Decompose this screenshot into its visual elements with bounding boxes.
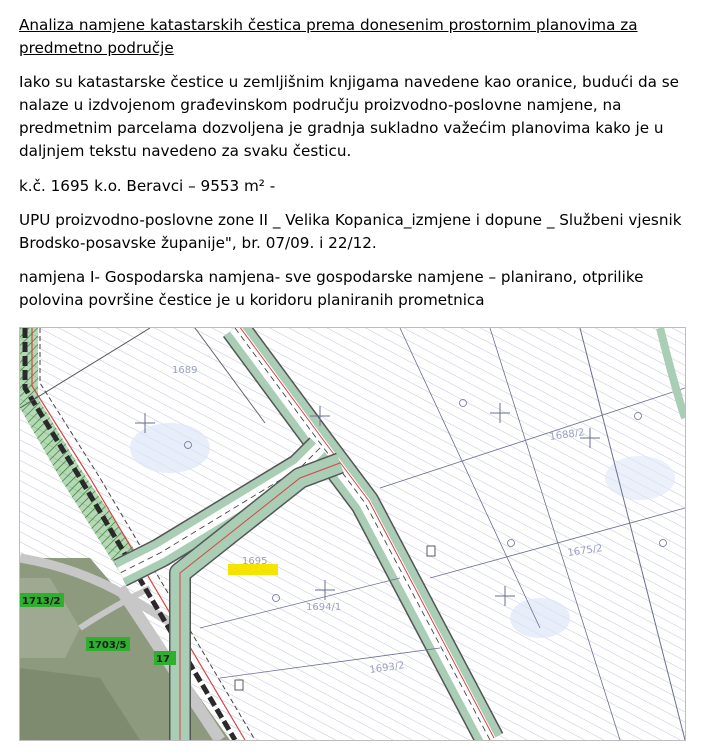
parcel-label: 1688/2 [548, 427, 586, 443]
parcel-label: 1695 [242, 556, 268, 567]
road-marker [235, 680, 243, 690]
parcel-label: 1689 [172, 365, 198, 376]
paragraph-plan-reference: UPU proizvodno-poslovne zone II _ Velika Kopanica_izmjene i dopune _ Službeni vjesnik Brodsko-posavske županije", br. 07/09. i 22/12. [19, 211, 682, 252]
paragraph-parcel-id: k.č. 1695 k.o. Beravci – 9553 m² - [19, 177, 276, 195]
paragraph-intro: Iako su katastarske čestice u zemljišnim knjigama navedene kao oranice, budući da se nalaze u izdvojenom građevinskom području proizvodno-poslovne namjene, na predmetnim parcelama dozvoljena je gradnja sukladno važećim planovima kako je u daljnjem tekstu navedeno za svaku česticu. [19, 73, 680, 160]
parcel-label: 1693/2 [368, 660, 406, 676]
paragraph-land-use: namjena I- Gospodarska namjena- sve gospodarske namjene – planirano, otprilike polovina površine čestice je u koridoru planiranih prometnica [19, 268, 644, 309]
green-parcel-label: 1713/2 [22, 596, 61, 607]
green-parcel-label: 17 [156, 654, 170, 665]
map-blotch [510, 598, 570, 638]
map-blotch [130, 423, 210, 473]
map-blotch [605, 456, 675, 500]
road-marker [427, 546, 435, 556]
document-heading: Analiza namjene katastarskih čestica prema donesenim prostornim planovima za predmetno područje [19, 16, 638, 57]
cadastral-map-svg [20, 328, 685, 740]
parcel-label: 1675/2 [566, 543, 604, 559]
green-parcel-label: 1703/5 [88, 640, 127, 651]
parcel-label: 1694/1 [306, 602, 342, 613]
cadastral-map-image [19, 327, 686, 741]
